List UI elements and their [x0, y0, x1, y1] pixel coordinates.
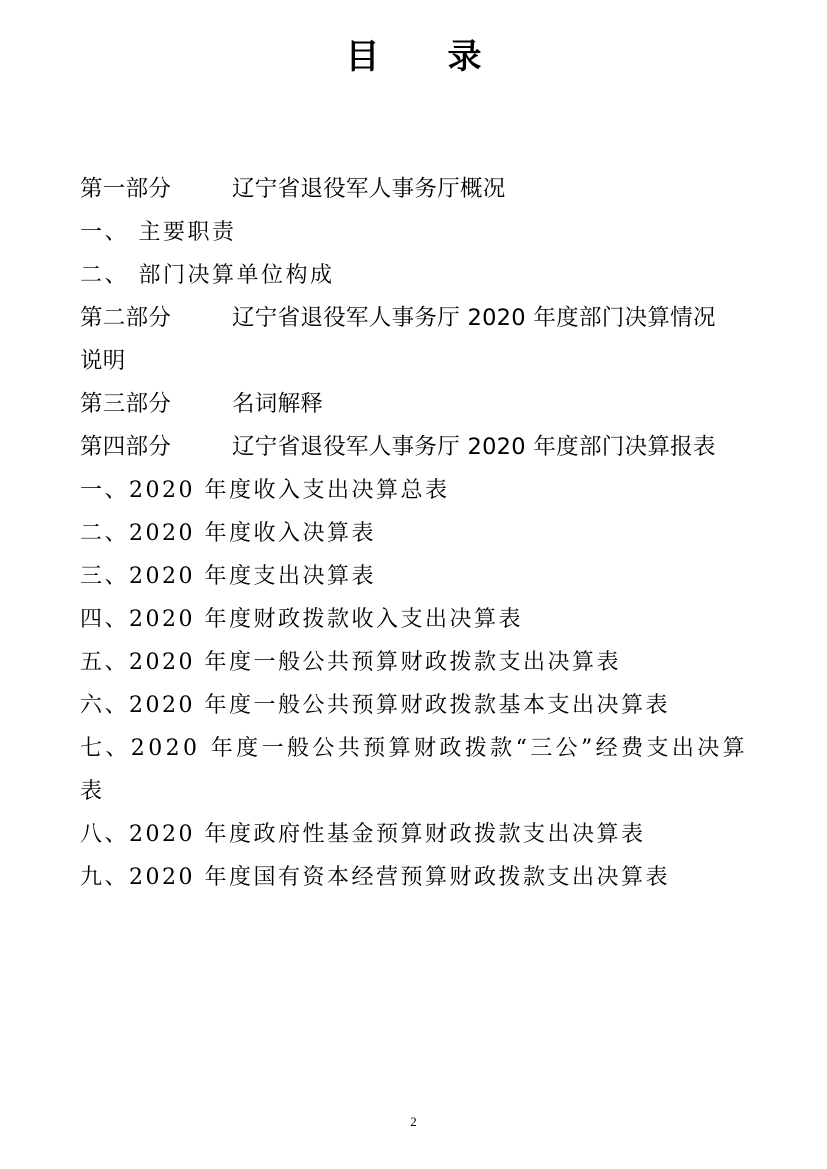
toc-part-label: 第四部分 [80, 434, 172, 460]
toc-table-item[interactable]: 五、2020 年度一般公共预算财政拨款支出决算表 [80, 650, 621, 675]
toc-part-text: 辽宁省退役军人事务厅 2020 年度部门决算报表 [232, 434, 716, 460]
toc-part-4[interactable] [80, 426, 752, 469]
toc-table-item[interactable]: 九、2020 年度国有资本经营预算财政拨款支出决算表 [80, 865, 670, 890]
toc-item[interactable]: 二、 部门决算单位构成 [80, 263, 335, 288]
toc-part-2[interactable] [80, 297, 752, 340]
toc-table-item[interactable]: 一、2020 年度收入支出决算总表 [80, 478, 450, 503]
toc-part-label: 第一部分 [80, 176, 172, 202]
title-char-2: 录 [447, 37, 482, 77]
toc-part-text: 辽宁省退役军人事务厅 2020 年度部门决算情况 [232, 305, 716, 331]
toc-part-3[interactable] [80, 383, 752, 426]
toc-part-1[interactable] [80, 168, 752, 211]
toc-part-text: 名词解释 [232, 391, 324, 417]
toc-table-item[interactable]: 八、2020 年度政府性基金预算财政拨款支出决算表 [80, 822, 646, 847]
page-number: 2 [410, 1114, 417, 1129]
toc-table-item[interactable]: 三、2020 年度支出决算表 [80, 564, 376, 589]
title-char-1: 目 [345, 37, 380, 77]
table-of-contents [80, 168, 752, 899]
toc-table-item[interactable]: 六、2020 年度一般公共预算财政拨款基本支出决算表 [80, 693, 670, 718]
toc-part-2-continued[interactable]: 说明 [80, 348, 126, 374]
toc-table-item[interactable]: 七、2020 年度一般公共预算财政拨款“三公”经费支出决算 [80, 736, 749, 761]
toc-table-item[interactable]: 四、2020 年度财政拨款收入支出决算表 [80, 607, 523, 632]
toc-table-item[interactable]: 二、2020 年度收入决算表 [80, 521, 376, 546]
toc-part-label: 第三部分 [80, 391, 172, 417]
toc-part-label: 第二部分 [80, 305, 172, 331]
page-title [0, 34, 827, 80]
toc-table-item-continued[interactable]: 表 [80, 779, 105, 804]
toc-item[interactable]: 一、 主要职责 [80, 220, 237, 245]
toc-part-text: 辽宁省退役军人事务厅概况 [232, 176, 506, 202]
